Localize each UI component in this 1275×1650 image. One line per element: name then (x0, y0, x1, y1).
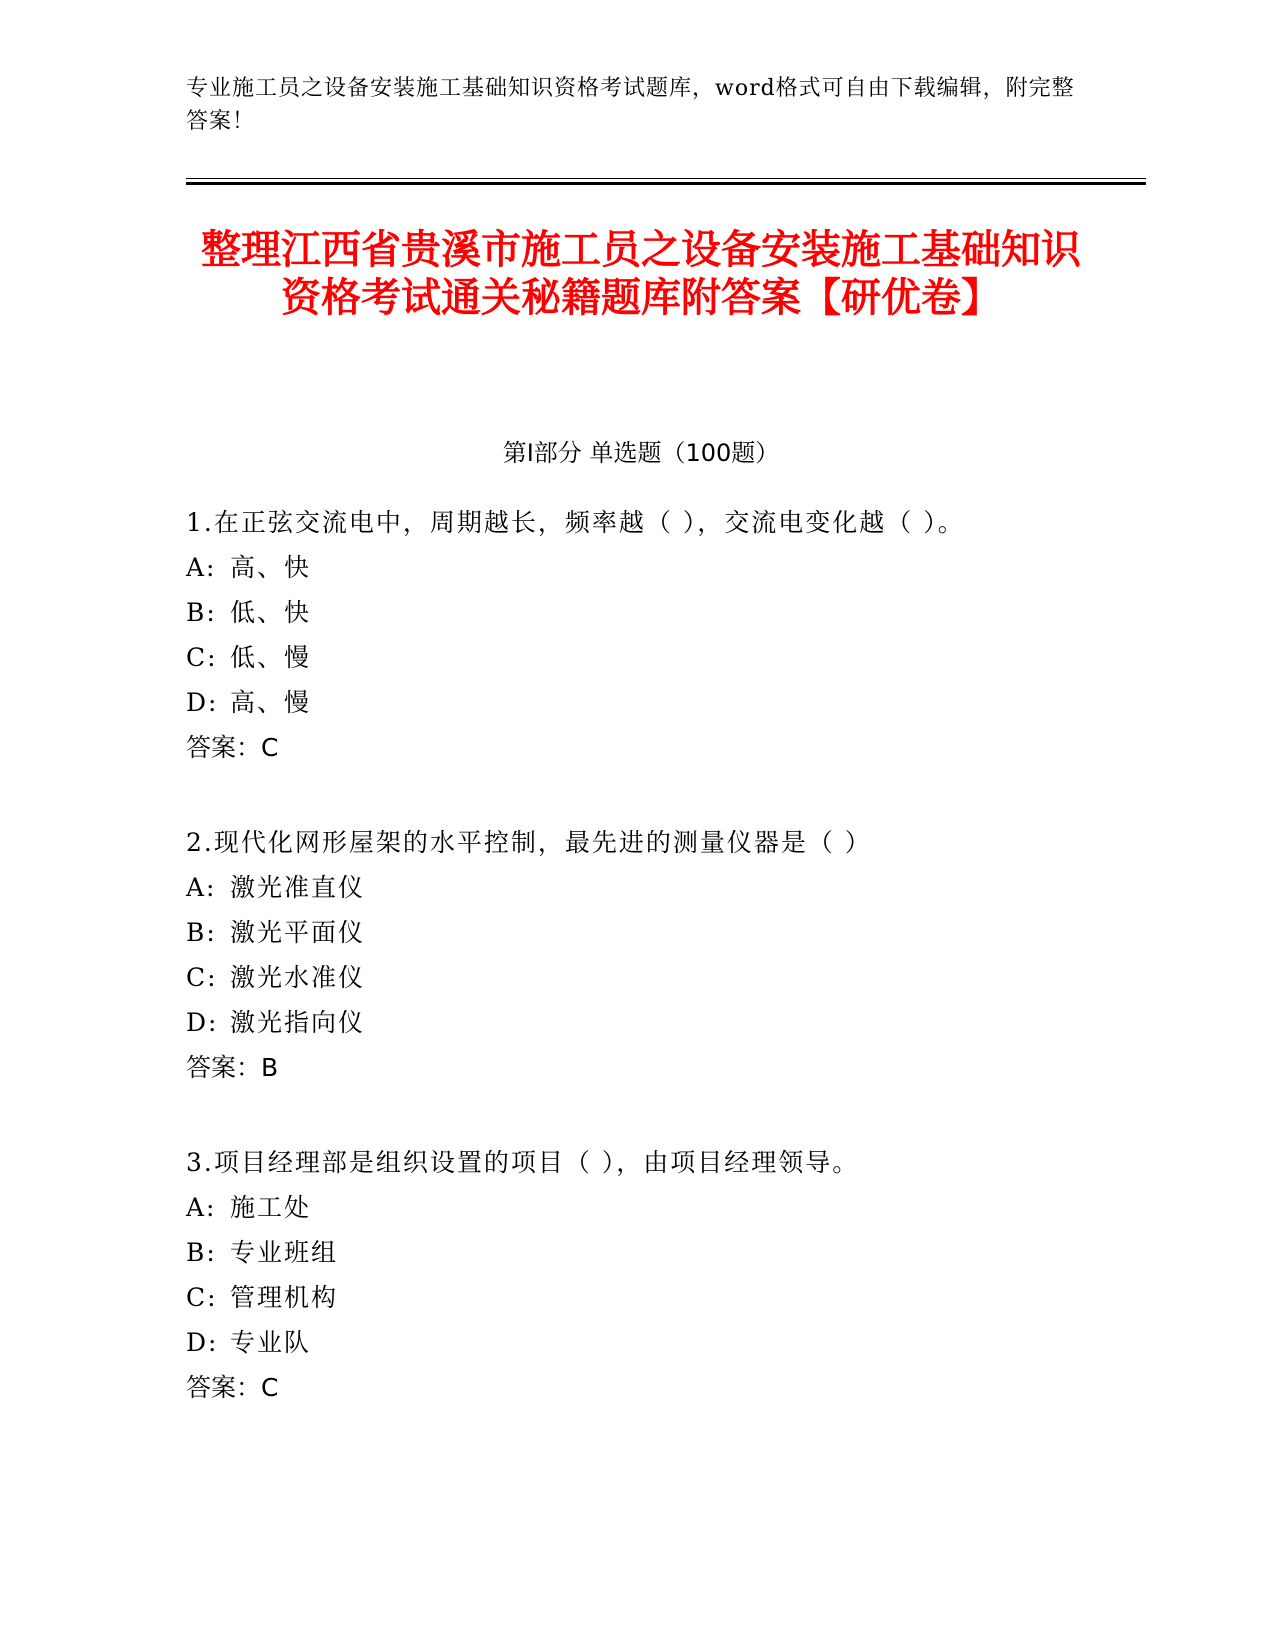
option-letter: C: (186, 643, 218, 672)
header-note: 专业施工员之设备安装施工基础知识资格考试题库，word格式可自由下载编辑，附完整答案！ (186, 76, 1075, 134)
option-text: 低、慢 (230, 643, 312, 672)
document-title: 整理江西省贵溪市施工员之设备安装施工基础知识资格考试通关秘籍题库附答案【研优卷】 (201, 227, 1081, 321)
option-letter: B: (186, 598, 217, 627)
option-letter: A: (186, 553, 217, 582)
option-d (186, 680, 1086, 725)
header-divider-thin (186, 178, 1146, 179)
option-d (186, 1320, 1086, 1365)
option-c (186, 955, 1086, 1000)
option-a (186, 545, 1086, 590)
option-letter: B: (186, 1238, 217, 1267)
option-letter: A: (186, 873, 217, 902)
option-a (186, 865, 1086, 910)
option-text: 激光指向仪 (230, 1008, 366, 1037)
answer-line: 答案：C (186, 733, 279, 762)
question-2 (186, 820, 1086, 1090)
option-text: 专业队 (230, 1328, 312, 1357)
option-b (186, 1230, 1086, 1275)
question-stem: 1.在正弦交流电中，周期越长，频率越（ ），交流电变化越（ ）。 (186, 508, 965, 537)
option-d (186, 1000, 1086, 1045)
option-c (186, 1275, 1086, 1320)
option-letter: A: (186, 1193, 217, 1222)
option-letter: D: (186, 1328, 219, 1357)
option-letter: D: (186, 1008, 219, 1037)
answer-line: 答案：B (186, 1053, 279, 1082)
question-1 (186, 500, 1086, 770)
option-text: 激光水准仪 (230, 963, 366, 992)
option-b (186, 910, 1086, 955)
option-letter: C: (186, 1283, 218, 1312)
option-a (186, 1185, 1086, 1230)
option-letter: B: (186, 918, 217, 947)
option-text: 施工处 (230, 1193, 312, 1222)
option-b (186, 590, 1086, 635)
option-letter: C: (186, 963, 218, 992)
option-text: 激光准直仪 (230, 873, 366, 902)
option-text: 激光平面仪 (230, 918, 366, 947)
option-text: 专业班组 (230, 1238, 339, 1267)
answer-line: 答案：C (186, 1373, 279, 1402)
option-text: 高、慢 (230, 688, 312, 717)
question-stem: 3.项目经理部是组织设置的项目（ ），由项目经理领导。 (186, 1148, 860, 1177)
header-divider-thick (186, 182, 1146, 185)
option-text: 管理机构 (230, 1283, 339, 1312)
option-text: 高、快 (230, 553, 312, 582)
question-3 (186, 1140, 1086, 1410)
option-text: 低、快 (230, 598, 312, 627)
section-heading: 第Ⅰ部分 单选题（100题） (502, 439, 780, 467)
option-c (186, 635, 1086, 680)
question-stem: 2.现代化网形屋架的水平控制，最先进的测量仪器是（ ） (186, 828, 872, 857)
option-letter: D: (186, 688, 219, 717)
